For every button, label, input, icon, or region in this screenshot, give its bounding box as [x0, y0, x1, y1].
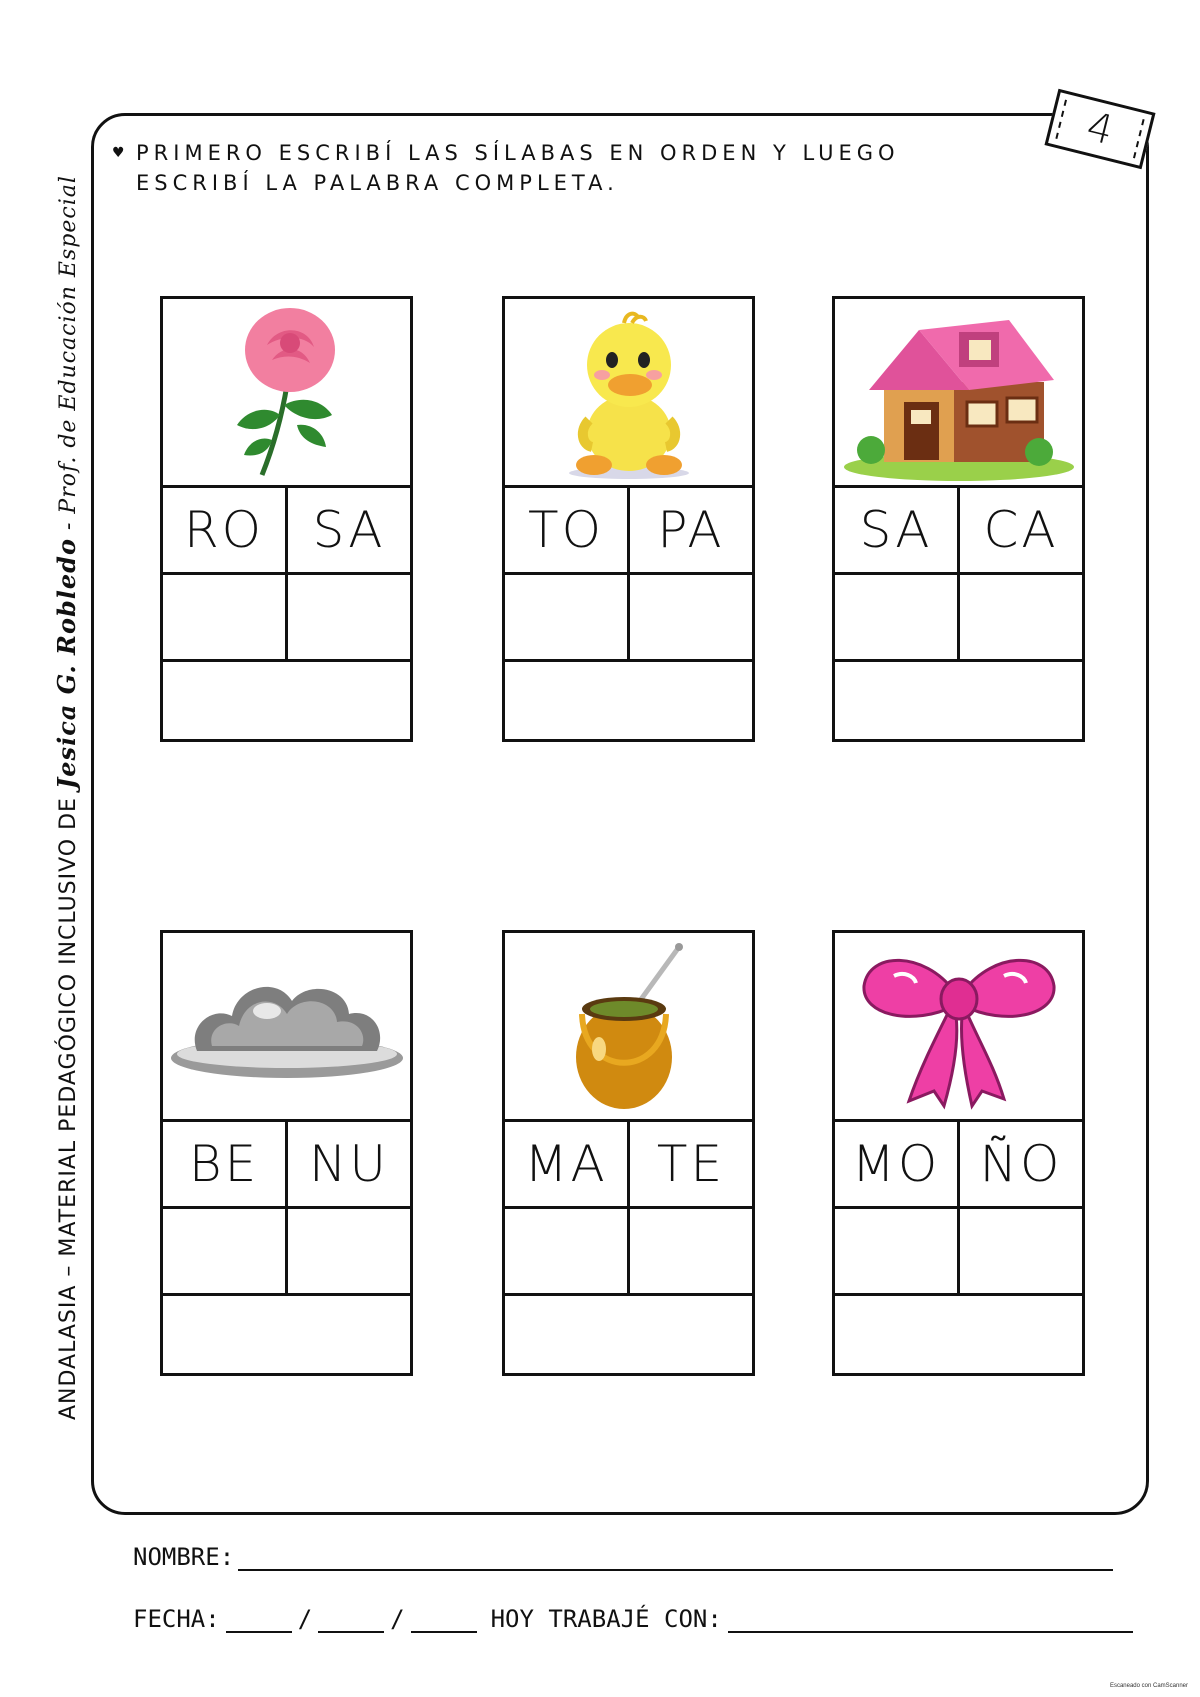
syllable-cell: TO [505, 488, 630, 572]
syllable-cell: CA [983, 501, 1059, 559]
answer-syllable-box[interactable] [163, 1209, 288, 1293]
answer-syllable-box[interactable] [630, 1209, 752, 1293]
syllable-cell: RO [163, 488, 288, 572]
syllable-cell: PA [657, 501, 725, 559]
syllable-cell: NU [309, 1135, 389, 1193]
answer-syllable-box[interactable] [630, 575, 752, 659]
card-casa [832, 296, 1085, 742]
answer-syllable-box[interactable] [960, 1209, 1082, 1293]
duck-icon [505, 299, 752, 488]
answer-word-box[interactable] [505, 662, 752, 745]
credit-text: ANDALASIA – MATERIAL PEDAGÓGICO INCLUSIVO DE [56, 789, 81, 1420]
house-icon [835, 299, 1082, 488]
date-day-line[interactable] [226, 1605, 292, 1633]
worked-with-label: HOY TRABAJÉ CON: [490, 1605, 722, 1633]
date-separator: / [297, 1605, 313, 1633]
syllable-cell: SA [312, 501, 386, 559]
rose-icon [163, 299, 410, 488]
answer-syllable-box[interactable] [835, 1209, 960, 1293]
scanner-note: Escaneado con CamScanner [1109, 1683, 1188, 1689]
answer-word-box[interactable] [835, 1296, 1082, 1379]
card-nube [160, 930, 413, 1376]
answer-syllable-box[interactable] [163, 575, 288, 659]
date-month-line[interactable] [318, 1605, 384, 1633]
cloud-icon [163, 933, 410, 1122]
mate-icon [505, 933, 752, 1122]
side-credit [52, 175, 81, 1420]
answer-syllable-box[interactable] [288, 1209, 410, 1293]
name-input-line[interactable] [238, 1543, 1113, 1571]
name-label: NOMBRE: [133, 1543, 235, 1571]
answer-word-box[interactable] [835, 662, 1082, 745]
syllable-cell: MO [835, 1122, 960, 1206]
bow-icon [835, 933, 1082, 1122]
card-mono [832, 930, 1085, 1376]
instruction-line-1: PRIMERO ESCRIBÍ LAS SÍLABAS EN ORDEN Y LUEGO [136, 141, 900, 165]
answer-syllable-box[interactable] [505, 575, 630, 659]
date-row [133, 1605, 1139, 1633]
syllable-cell: ÑO [979, 1135, 1063, 1193]
card-mate [502, 930, 755, 1376]
date-label: FECHA: [133, 1605, 220, 1633]
author-role: - Prof. de Educación Especial [56, 175, 81, 539]
syllable-cell: BE [163, 1122, 288, 1206]
answer-syllable-box[interactable] [835, 575, 960, 659]
page-number: 4 [1082, 103, 1118, 155]
date-year-line[interactable] [411, 1605, 477, 1633]
heart-icon: ♥ [112, 145, 130, 161]
syllable-cell: MA [505, 1122, 630, 1206]
syllable-cell: SA [835, 488, 960, 572]
instructions [112, 138, 1058, 198]
date-separator: / [390, 1605, 405, 1633]
answer-syllable-box[interactable] [960, 575, 1082, 659]
card-pato [502, 296, 755, 742]
instruction-line-2: ESCRIBÍ LA PALABRA COMPLETA. [136, 171, 619, 195]
worked-with-input-line[interactable] [728, 1605, 1133, 1633]
answer-word-box[interactable] [163, 662, 410, 745]
card-rosa [160, 296, 413, 742]
answer-word-box[interactable] [163, 1296, 410, 1379]
name-row [133, 1543, 1119, 1571]
answer-syllable-box[interactable] [288, 575, 410, 659]
answer-word-box[interactable] [505, 1296, 752, 1379]
author-signature: Jesica G. Robledo [52, 538, 81, 790]
syllable-cell: TE [656, 1135, 726, 1193]
answer-syllable-box[interactable] [505, 1209, 630, 1293]
